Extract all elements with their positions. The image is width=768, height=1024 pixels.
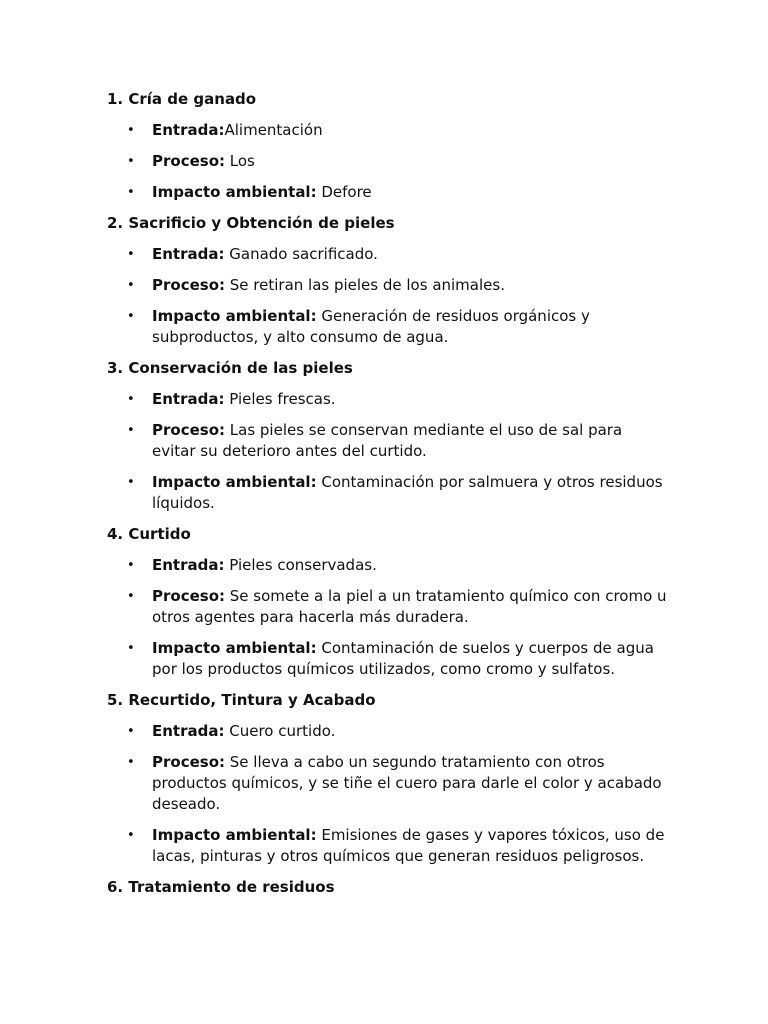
item-text: Se retiran las pieles de los animales. (225, 276, 505, 294)
bullet-icon: • (127, 247, 135, 262)
section-number: 4. (107, 525, 124, 543)
list-item (107, 638, 667, 680)
list-item (107, 555, 667, 576)
list-item (107, 825, 667, 867)
section-3 (107, 358, 667, 514)
item-text: Emisiones de gases y vapores tóxicos, uso de lacas, pinturas y otros químicos que generan residuos peligrosos. (152, 826, 665, 865)
section-title-text: Conservación de las pieles (128, 359, 353, 377)
item-text: Las pieles se conservan mediante el uso de sal para evitar su deterioro antes del curtido. (152, 421, 623, 460)
bullet-icon: • (127, 589, 135, 604)
bullet-icon: • (127, 278, 135, 293)
bullet-icon: • (127, 185, 135, 200)
item-text: Alimentación (224, 121, 323, 139)
item-label: Proceso: (152, 587, 225, 605)
bullet-icon: • (127, 828, 135, 843)
section-title-text: Recurtido, Tintura y Acabado (128, 691, 376, 709)
item-label: Impacto ambiental: (152, 639, 317, 657)
section-4 (107, 524, 667, 680)
section-title-text: Tratamiento de residuos (128, 878, 335, 896)
bullet-icon: • (127, 641, 135, 656)
list-item (107, 120, 667, 141)
item-label: Entrada: (152, 121, 225, 139)
bullet-icon: • (127, 558, 135, 573)
section-number: 1. (107, 90, 124, 108)
item-label: Impacto ambiental: (152, 307, 317, 325)
item-label: Proceso: (152, 753, 225, 771)
item-text: Ganado sacrificado. (224, 245, 378, 263)
bullet-icon: • (127, 475, 135, 490)
section-number: 6. (107, 878, 124, 896)
section-5 (107, 690, 667, 867)
section-item-list (107, 120, 667, 203)
item-text: Contaminación de suelos y cuerpos de agua por los productos químicos utilizados, como cromo y sulfatos. (152, 639, 654, 678)
item-text: Se lleva a cabo un segundo tratamiento con otros productos químicos, y se tiñe el cuero para darle el color y acabado deseado. (152, 753, 662, 813)
section-2 (107, 213, 667, 348)
list-item (107, 275, 667, 296)
item-label: Entrada: (152, 245, 225, 263)
section-number: 5. (107, 691, 124, 709)
section-title (107, 877, 667, 898)
list-item (107, 586, 667, 628)
list-item (107, 151, 667, 172)
bullet-icon: • (127, 423, 135, 438)
section-number: 3. (107, 359, 124, 377)
list-item (107, 472, 667, 514)
section-item-list (107, 244, 667, 348)
bullet-icon: • (127, 154, 135, 169)
item-text: Pieles frescas. (224, 390, 336, 408)
section-item-list (107, 555, 667, 680)
bullet-icon: • (127, 123, 135, 138)
section-title (107, 89, 667, 110)
section-1 (107, 89, 667, 203)
item-label: Impacto ambiental: (152, 183, 317, 201)
list-item (107, 752, 667, 815)
item-text: Defore (316, 183, 372, 201)
item-text: Los (225, 152, 255, 170)
document-content (107, 89, 667, 898)
item-text: Pieles conservadas. (224, 556, 377, 574)
bullet-icon: • (127, 392, 135, 407)
section-title (107, 690, 667, 711)
item-text: Contaminación por salmuera y otros residuos líquidos. (152, 473, 663, 512)
section-title (107, 358, 667, 379)
list-item (107, 244, 667, 265)
section-number: 2. (107, 214, 124, 232)
item-label: Proceso: (152, 152, 225, 170)
section-title-text: Sacrificio y Obtención de pieles (128, 214, 395, 232)
bullet-icon: • (127, 755, 135, 770)
section-title (107, 213, 667, 234)
list-item (107, 389, 667, 410)
item-label: Entrada: (152, 556, 225, 574)
section-6 (107, 877, 667, 898)
item-label: Entrada: (152, 722, 225, 740)
item-label: Entrada: (152, 390, 225, 408)
item-label: Impacto ambiental: (152, 826, 317, 844)
item-text: Se somete a la piel a un tratamiento químico con cromo u otros agentes para hacerla más duradera. (152, 587, 667, 626)
item-label: Proceso: (152, 421, 225, 439)
item-text: Cuero curtido. (224, 722, 336, 740)
section-title-text: Curtido (128, 525, 191, 543)
section-title (107, 524, 667, 545)
item-label: Impacto ambiental: (152, 473, 317, 491)
list-item (107, 182, 667, 203)
list-item (107, 420, 667, 462)
item-label: Proceso: (152, 276, 225, 294)
section-title-text: Cría de ganado (128, 90, 257, 108)
bullet-icon: • (127, 309, 135, 324)
section-item-list (107, 721, 667, 867)
bullet-icon: • (127, 724, 135, 739)
section-item-list (107, 389, 667, 514)
list-item (107, 306, 667, 348)
item-text: Generación de residuos orgánicos y subproductos, y alto consumo de agua. (152, 307, 590, 346)
list-item (107, 721, 667, 742)
